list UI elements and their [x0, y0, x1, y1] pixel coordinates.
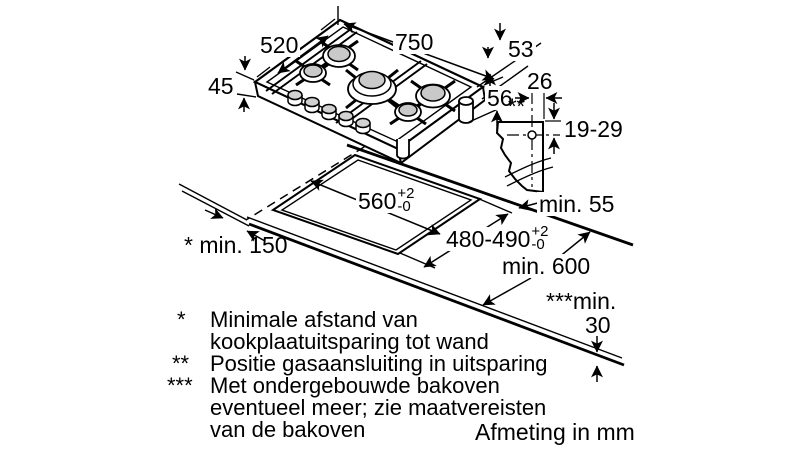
footnote-text-5: eventueel meer; zie maatvereisten [210, 395, 547, 420]
dim-label-min30-prefix: ***min. [546, 288, 617, 314]
dim-label-53: 53 [508, 36, 534, 62]
hob-foot-front [397, 139, 409, 159]
dim-ext-45-b [237, 94, 256, 97]
dim-label-56: 56 [487, 85, 513, 111]
dim-label-min600: min. 600 [502, 253, 591, 279]
arrow-min600-front [483, 278, 531, 305]
gas-position-marker: ** [508, 94, 526, 119]
panel-section-shape [497, 122, 543, 192]
dim-label-26: 26 [527, 68, 553, 94]
worktop-side-edge-1 [179, 184, 247, 220]
dim-480-sup: +2 [531, 223, 549, 240]
burner-wok-cap [359, 72, 385, 89]
burner-back-left-cap [328, 47, 350, 62]
dim-label-480-490 [444, 223, 551, 253]
dim-480-sub: -0 [531, 236, 545, 253]
dim-label-19-29: 19-29 [564, 116, 623, 142]
dim-label-560 [356, 185, 416, 215]
gas-connection-hole [528, 131, 536, 139]
hob-foot-right-top [459, 97, 473, 105]
footnote-text-3: Positie gasaansluiting in uitsparing [210, 351, 548, 376]
dim-label-45: 45 [208, 73, 234, 99]
footnote-text-1: Minimale afstand van [210, 307, 418, 332]
footnote-marker-3: *** [167, 373, 193, 398]
footnote-text-6: van de bakoven [210, 417, 366, 442]
dim-label-min55: min. 55 [539, 191, 615, 217]
footnote-text-4: Met ondergebouwde bakoven [210, 373, 500, 398]
dim-560-main: 560 [358, 188, 397, 214]
footnote-marker-1: * [177, 307, 186, 332]
dim-label-min150: * min. 150 [184, 232, 288, 258]
footnote-marker-2: ** [172, 351, 190, 376]
worktop-side-edge-2 [182, 191, 249, 226]
footnote-text-2: kookplaatuitsparing tot wand [210, 329, 489, 354]
dim-480-tolerance [531, 225, 548, 251]
dim-560-tolerance [397, 187, 414, 213]
dim-label-750: 750 [395, 29, 434, 55]
burner-front-cap [399, 104, 417, 116]
dim-ext-45-a [236, 72, 254, 80]
dim-480-main: 480-490 [446, 226, 531, 252]
dim-label-520: 520 [260, 32, 299, 58]
burner-right-cap [421, 85, 445, 101]
dim-560-sub: -0 [397, 198, 411, 215]
dim-ext-480-a [400, 253, 435, 268]
unit-note: Afmeting in mm [475, 419, 635, 445]
dim-560-sup: +2 [397, 185, 415, 202]
dim-label-min30-value: 30 [585, 312, 611, 338]
burner-left-cap [304, 65, 322, 77]
